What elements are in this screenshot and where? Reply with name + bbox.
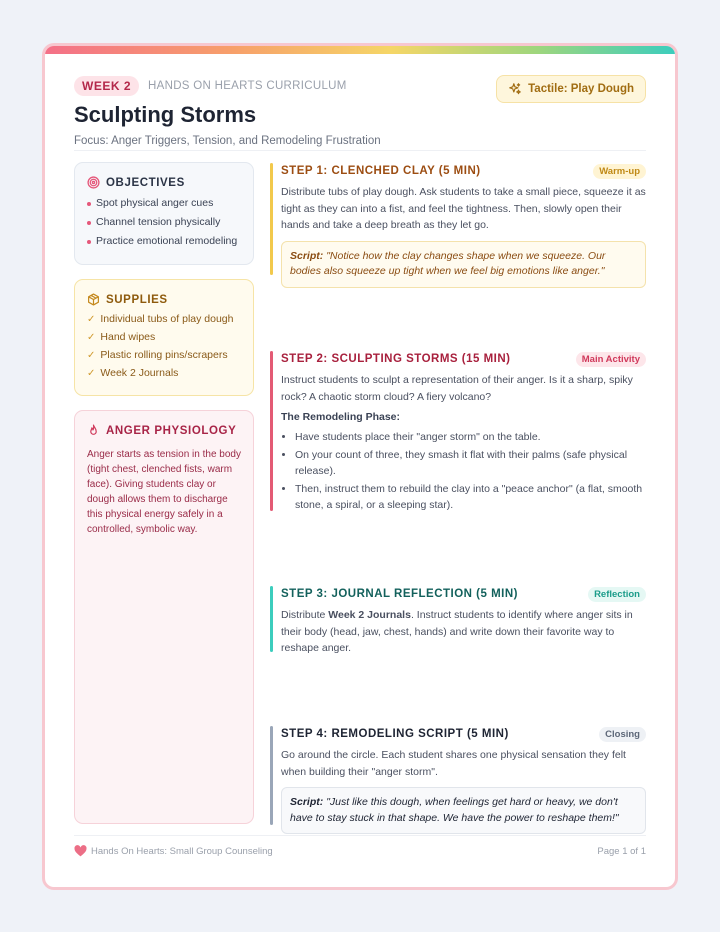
heart-icon	[74, 845, 87, 857]
header-divider	[74, 150, 646, 151]
step-title: STEP 2: SCULPTING STORMS (15 MIN)	[281, 353, 511, 365]
step-2	[270, 351, 646, 511]
check-icon: ✓	[87, 349, 96, 361]
list-item	[87, 367, 241, 379]
step-tag: Closing	[599, 727, 646, 742]
tactile-badge	[496, 75, 646, 103]
script-box	[281, 787, 646, 834]
supply-label: Hand wipes	[100, 331, 156, 343]
supplies-list	[87, 313, 241, 379]
list-item: • Have students place their "anger storm" on the table.	[295, 429, 646, 445]
objectives-title-row	[87, 176, 241, 189]
curriculum-label: HANDS ON HEARTS CURRICULUM	[148, 80, 347, 92]
step-body: Go around the circle. Each student shares one physical sensation they felt when building their "anger storm".	[281, 749, 626, 778]
script-label: Script:	[290, 249, 324, 262]
supplies-title: SUPPLIES	[106, 293, 168, 306]
anger-physiology-card	[74, 410, 254, 824]
physiology-text: Anger starts as tension in the body (tight chest, clenched fists, warm face). Giving students clay or dough allows them to discharge this physical energy safely in a controlled, symbolic way.	[87, 449, 241, 535]
check-icon: ✓	[87, 313, 96, 325]
supply-label: Individual tubs of play dough	[100, 313, 234, 325]
step-body: Instruct students to sculpt a representation of their anger. Is it a sharp, spiky rock? A chaotic storm cloud? A fiery volcano?	[281, 374, 633, 403]
page-title: Sculpting Storms	[74, 102, 257, 127]
footer-text: Hands On Hearts: Small Group Counseling	[91, 845, 273, 857]
list-item	[87, 313, 241, 325]
physiology-title-row	[87, 424, 241, 437]
step-title: STEP 4: REMODELING SCRIPT (5 MIN)	[281, 728, 509, 740]
step-tag: Warm-up	[593, 164, 646, 179]
week-badge: WEEK 2	[74, 76, 139, 96]
step-4	[270, 726, 646, 825]
objectives-title: OBJECTIVES	[106, 176, 185, 189]
body-post: . Instruct students to identify where anger sits in their body (head, jaw, chest, hands) and write down their favorite way to reshape anger.	[281, 609, 633, 654]
list-item	[87, 331, 241, 343]
list-item	[87, 349, 241, 361]
step-subheading: The Remodeling Phase:	[281, 411, 401, 423]
check-icon: ✓	[87, 367, 96, 379]
step-body	[281, 607, 646, 657]
body-bold: Week 2 Journals	[328, 609, 411, 621]
tactile-label: Tactile: Play Dough	[528, 83, 634, 95]
supplies-card	[74, 279, 254, 396]
page-number: Page 1 of 1	[597, 846, 646, 857]
physiology-title: ANGER PHYSIOLOGY	[106, 424, 237, 437]
box-icon	[87, 293, 100, 306]
step-title: STEP 3: JOURNAL REFLECTION (5 MIN)	[281, 588, 519, 600]
step-tag: Main Activity	[576, 352, 646, 367]
objectives-list	[87, 197, 241, 247]
sparkles-icon	[508, 82, 522, 96]
step-body: Distribute tubs of play dough. Ask students to take a small piece, squeeze it as tight as they can into a fist, and feel the tightness. Then, slowly open their hands and take a deep breath as they let go.	[281, 186, 646, 231]
focus-subtitle: Focus: Anger Triggers, Tension, and Remodeling Frustration	[74, 135, 381, 147]
script-text: "Notice how the clay changes shape when we squeeze. Our bodies also squeeze up tight when we feel big emotions like anger."	[290, 249, 606, 277]
step-3	[270, 586, 646, 652]
step-tag: Reflection	[588, 587, 646, 602]
list-item: Channel tension physically	[87, 216, 241, 228]
objectives-card	[74, 162, 254, 265]
supply-label: Plastic rolling pins/scrapers	[100, 349, 228, 361]
step-1	[270, 163, 646, 275]
target-icon	[87, 176, 100, 189]
list-item: Spot physical anger cues	[87, 197, 241, 209]
step-title: STEP 1: CLENCHED CLAY (5 MIN)	[281, 165, 481, 177]
list-item: • Then, instruct them to rebuild the clay into a "peace anchor" (a flat, smooth stone, a spiral, or a sleeping star).	[295, 481, 646, 513]
supplies-title-row	[87, 293, 241, 306]
footer-left	[74, 845, 273, 857]
script-label: Script:	[290, 796, 324, 808]
step-bullets	[281, 429, 646, 513]
supply-label: Week 2 Journals	[100, 367, 179, 379]
list-item: • On your count of three, they smash it flat with their palms (safe physical release).	[295, 447, 646, 479]
body-pre: Distribute	[281, 609, 329, 621]
flame-icon	[87, 424, 100, 437]
script-text: "Just like this dough, when feelings get hard or heavy, we don't have to stay stuck in that shape. We have the power to reshape them!"	[290, 796, 619, 824]
gradient-top-bar	[45, 46, 675, 54]
list-item: Practice emotional remodeling	[87, 235, 241, 247]
footer-divider	[74, 835, 646, 836]
script-box	[281, 241, 646, 288]
lesson-page	[42, 43, 678, 890]
check-icon: ✓	[87, 331, 96, 343]
